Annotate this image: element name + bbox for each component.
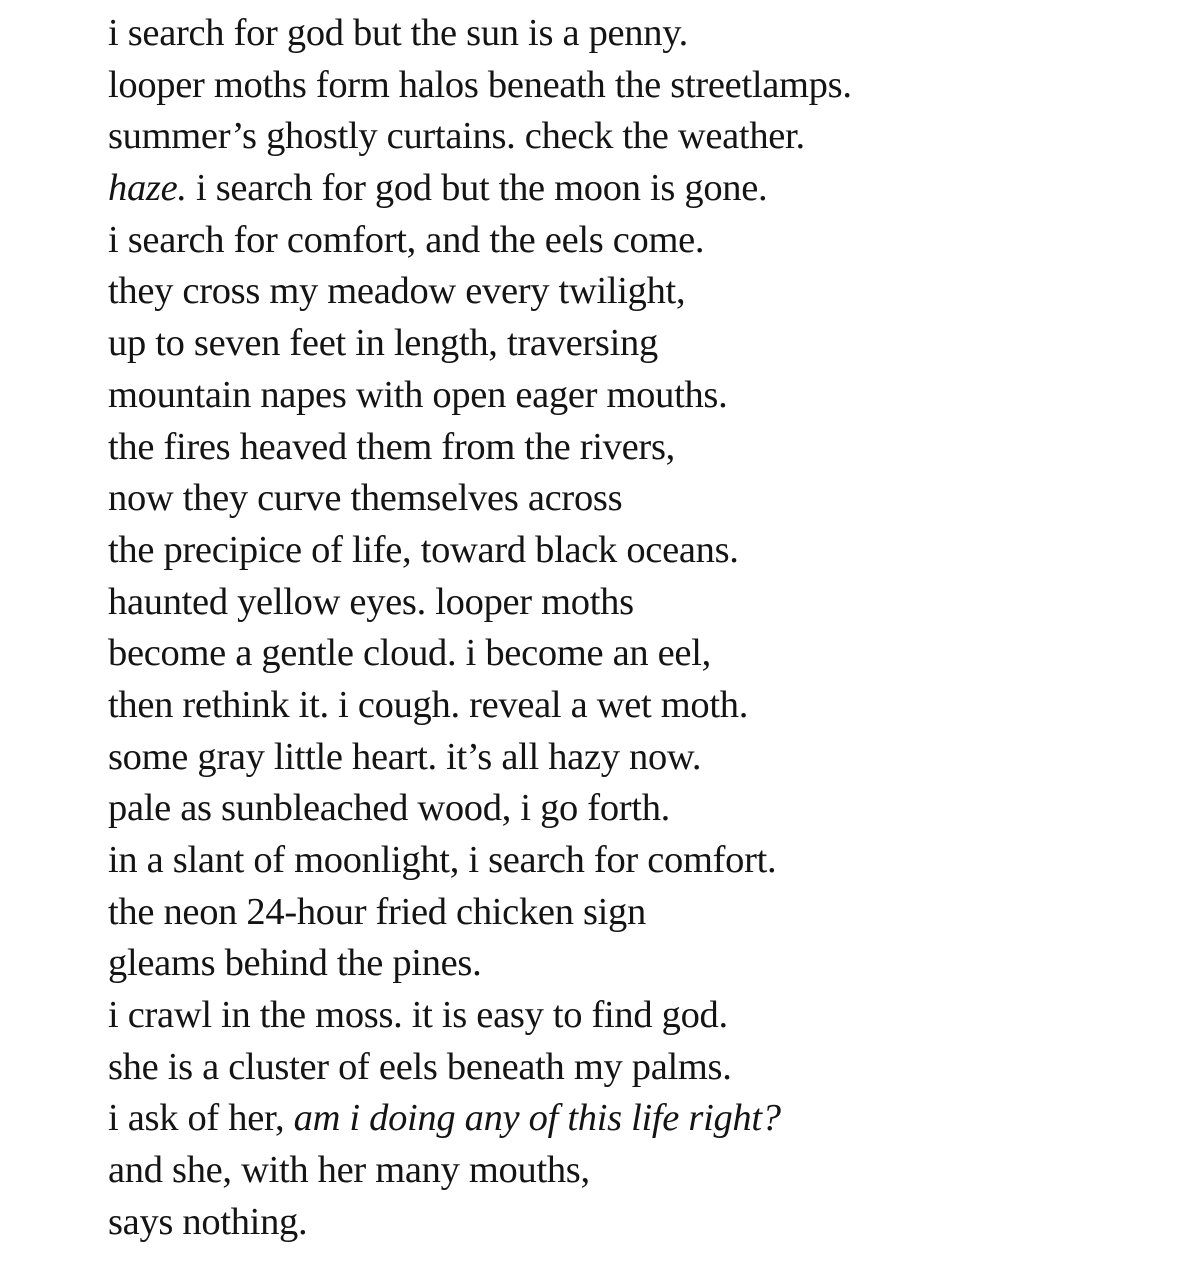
poem-text-segment: i crawl in the moss. it is easy to find god. bbox=[108, 994, 728, 1037]
poem-line bbox=[108, 628, 852, 680]
poem-text-segment: looper moths form halos beneath the streetlamps. bbox=[108, 63, 852, 106]
poem-line bbox=[108, 163, 852, 215]
poem-line bbox=[108, 887, 852, 939]
poem-text-segment: i search for god but the sun is a penny. bbox=[108, 12, 688, 54]
poem-text-segment: in a slant of moonlight, i search for comfort. bbox=[108, 839, 777, 881]
poem-text-segment: she is a cluster of eels beneath my palms. bbox=[108, 1045, 732, 1088]
poem-line bbox=[108, 525, 852, 577]
poem-text-segment: become a gentle cloud. i become an eel, bbox=[108, 632, 711, 675]
poem-line bbox=[108, 8, 852, 60]
poem-italic-phrase: am i doing any of this life right? bbox=[293, 1097, 781, 1140]
poem-text-segment: says nothing. bbox=[108, 1200, 308, 1243]
poem-line bbox=[108, 1145, 852, 1197]
poem-line bbox=[108, 1042, 852, 1094]
poem-line bbox=[108, 732, 852, 784]
poem-text-segment: they cross my meadow every twilight, bbox=[108, 270, 686, 313]
poem-line bbox=[108, 318, 852, 370]
poem-line bbox=[108, 990, 852, 1042]
poem-line bbox=[108, 1197, 852, 1249]
poem-line bbox=[108, 577, 852, 629]
poem-text-segment: now they curve themselves across bbox=[108, 477, 623, 520]
poem-line bbox=[108, 370, 852, 422]
poem-text bbox=[108, 8, 852, 1249]
poem-line bbox=[108, 783, 852, 835]
poem-line bbox=[108, 680, 852, 732]
poem-text-segment: summer’s ghostly curtains. check the weather. bbox=[108, 115, 805, 158]
poem-line bbox=[108, 215, 852, 267]
poem-line bbox=[108, 835, 852, 887]
poem-text-segment: some gray little heart. it’s all hazy now. bbox=[108, 735, 702, 778]
poem-line bbox=[108, 111, 852, 163]
poem-line bbox=[108, 473, 852, 525]
poem-line bbox=[108, 938, 852, 990]
poem-text-segment: the precipice of life, toward black oceans. bbox=[108, 528, 739, 571]
poem-text-segment: the neon 24-hour fried chicken sign bbox=[108, 890, 646, 933]
poem-text-segment: up to seven feet in length, traversing bbox=[108, 322, 658, 365]
poem-text-segment: the fires heaved them from the rivers, bbox=[108, 425, 675, 468]
poem-text-segment: i search for comfort, and the eels come. bbox=[108, 218, 705, 261]
poem-text-segment: i ask of her, bbox=[108, 1097, 294, 1140]
poem-text-segment: pale as sunbleached wood, i go forth. bbox=[108, 787, 670, 830]
poem-line bbox=[108, 422, 852, 474]
poem-text-segment: then rethink it. i cough. reveal a wet moth. bbox=[108, 683, 749, 726]
poem-line bbox=[108, 266, 852, 318]
poem-text-segment: gleams behind the pines. bbox=[108, 942, 482, 985]
poem-text-segment: i search for god but the moon is gone. bbox=[186, 167, 768, 210]
poem-italic-phrase: haze. bbox=[108, 167, 187, 210]
poem-line bbox=[108, 60, 852, 112]
poem-text-segment: haunted yellow eyes. looper moths bbox=[108, 580, 634, 623]
poem-line bbox=[108, 1093, 852, 1145]
poem-text-segment: mountain napes with open eager mouths. bbox=[108, 373, 728, 416]
poem-text-segment: and she, with her many mouths, bbox=[108, 1149, 590, 1192]
